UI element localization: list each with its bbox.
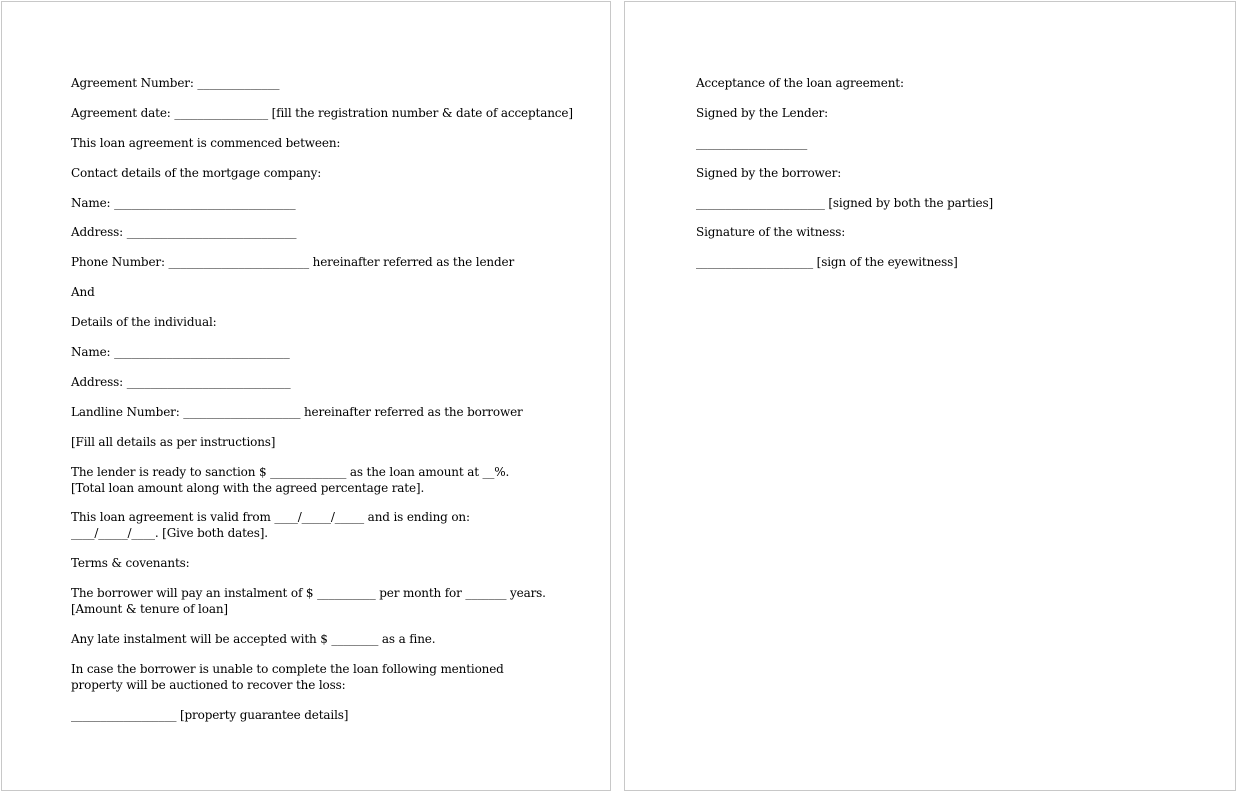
agreement-number-line: Agreement Number: ______________ bbox=[71, 76, 280, 90]
witness-signature-label: Signature of the witness: bbox=[696, 225, 846, 239]
borrower-landline-line: Landline Number: ____________________ hereinafter referred as the borrower bbox=[71, 405, 523, 419]
validity-clause: This loan agreement is valid from ____/_____/_____ and is ending on: ____/_____/____. [Give both dates]. bbox=[71, 510, 470, 540]
acceptance-heading: Acceptance of the loan agreement: bbox=[696, 76, 904, 90]
and-text: And bbox=[71, 285, 95, 299]
borrower-name-line: Name: ______________________________ bbox=[71, 345, 290, 359]
individual-details-heading: Details of the individual: bbox=[71, 315, 217, 329]
late-fine-clause: Any late instalment will be accepted with $ ________ as a fine. bbox=[71, 632, 436, 646]
witness-signature-line: ____________________ [sign of the eyewitness] bbox=[696, 255, 958, 269]
lender-phone-line: Phone Number: ________________________ hereinafter referred as the lender bbox=[71, 255, 515, 269]
commenced-between-text: This loan agreement is commenced between: bbox=[71, 136, 341, 150]
document-page-2 bbox=[624, 1, 1236, 791]
borrower-address-line: Address: ____________________________ bbox=[71, 375, 291, 389]
sanction-clause: The lender is ready to sanction $ _____________ as the loan amount at __%. [Total loan amount along with the agreed percentage rate]. bbox=[71, 465, 510, 495]
terms-heading: Terms & covenants: bbox=[71, 556, 190, 570]
signed-by-lender-label: Signed by the Lender: bbox=[696, 106, 829, 120]
signed-by-borrower-label: Signed by the borrower: bbox=[696, 166, 842, 180]
instalment-clause: The borrower will pay an instalment of $ __________ per month for _______ years. [Amount & tenure of loan] bbox=[71, 586, 546, 616]
fill-instructions-note: [Fill all details as per instructions] bbox=[71, 435, 276, 449]
lender-signature-line: ___________________ bbox=[696, 136, 808, 150]
auction-clause: In case the borrower is unable to complete the loan following mentioned property will be auctioned to recover the loss: bbox=[71, 662, 504, 692]
borrower-signature-line: ______________________ [signed by both the parties] bbox=[696, 196, 994, 210]
document-page-1 bbox=[1, 1, 611, 791]
company-contact-heading: Contact details of the mortgage company: bbox=[71, 166, 322, 180]
agreement-date-line: Agreement date: ________________ [fill the registration number & date of acceptance] bbox=[71, 106, 573, 120]
lender-address-line: Address: _____________________________ bbox=[71, 225, 297, 239]
lender-name-line: Name: _______________________________ bbox=[71, 196, 296, 210]
property-guarantee-line: __________________ [property guarantee details] bbox=[71, 708, 349, 722]
